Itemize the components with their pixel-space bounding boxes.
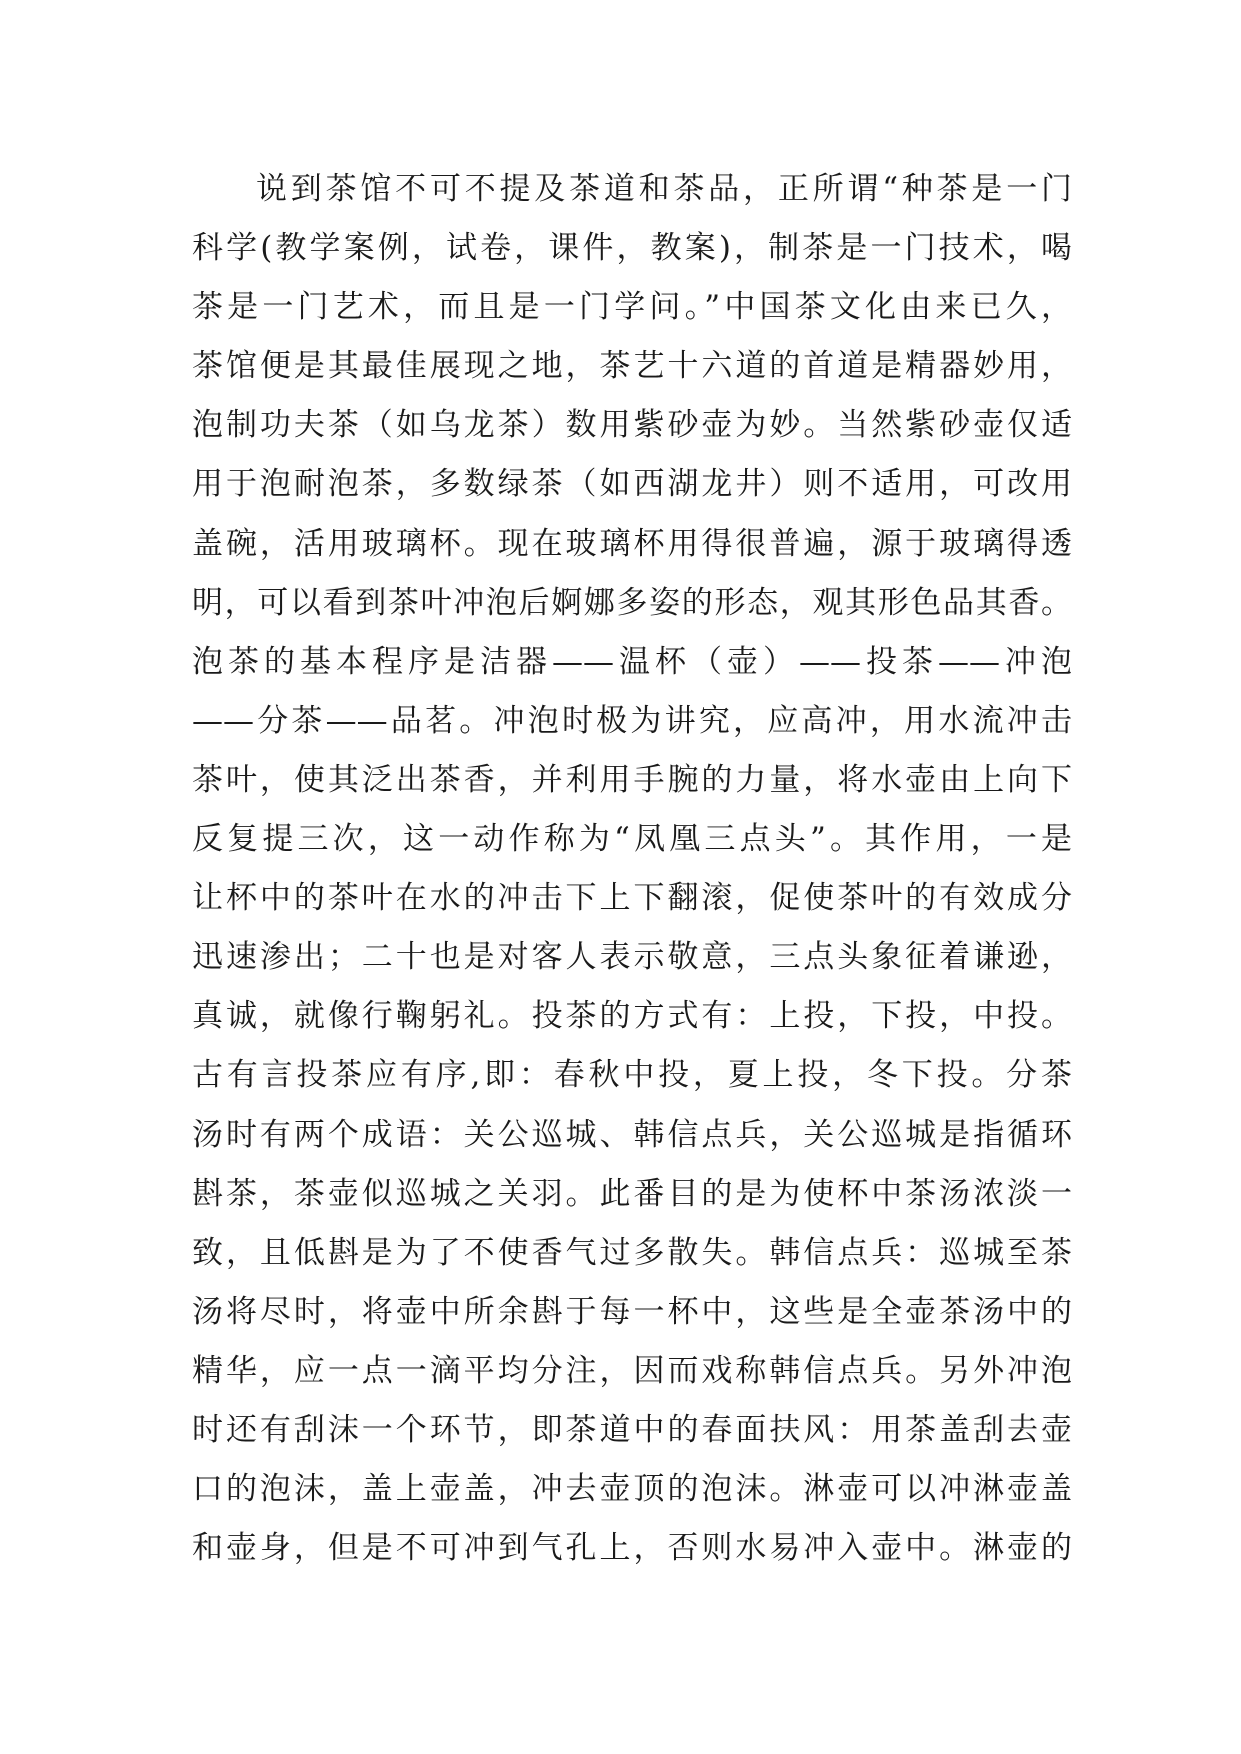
text-line: 让杯中的茶叶在水的冲击下上下翻滚，促使茶叶的有效成分 <box>192 880 1072 917</box>
text-line: 斟茶，茶壶似巡城之关羽。此番目的是为使杯中茶汤浓淡一 <box>192 1175 1072 1212</box>
text-line: 汤时有两个成语：关公巡城、韩信点兵，关公巡城是指循环 <box>192 1116 1072 1153</box>
text-line: 盖碗，活用玻璃杯。现在玻璃杯用得很普遍，源于玻璃得透 <box>192 525 1072 562</box>
text-line: 说到茶馆不可不提及茶道和茶品，正所谓“种茶是一门 <box>256 171 1072 207</box>
text-line: 泡茶的基本程序是洁器——温杯（壶）——投茶——冲泡 <box>192 643 1072 680</box>
body-text <box>192 160 1072 1578</box>
text-line: 茶馆便是其最佳展现之地，茶艺十六道的首道是精器妙用， <box>192 348 1072 385</box>
text-line: 泡制功夫茶（如乌龙茶）数用紫砂壶为妙。当然紫砂壶仅适 <box>192 407 1072 444</box>
text-line: 反复提三次，这一动作称为“凤凰三点头”。其作用，一是 <box>192 821 1072 858</box>
text-line: 精华，应一点一滴平均分注，因而戏称韩信点兵。另外冲泡 <box>192 1352 1072 1389</box>
text-line: 茶是一门艺术，而且是一门学问。”中国茶文化由来已久， <box>192 289 1072 326</box>
text-line: 致，且低斟是为了不使香气过多散失。韩信点兵：巡城至茶 <box>192 1234 1072 1271</box>
text-line: 茶叶，使其泛出茶香，并利用手腕的力量，将水壶由上向下 <box>192 761 1072 798</box>
text-line: 用于泡耐泡茶，多数绿茶（如西湖龙井）则不适用，可改用 <box>192 466 1072 503</box>
text-line: 古有言投茶应有序,即：春秋中投，夏上投，冬下投。分茶 <box>192 1057 1072 1094</box>
text-line: 真诚，就像行鞠躬礼。投茶的方式有：上投，下投，中投。 <box>192 998 1072 1035</box>
text-line: 汤将尽时，将壶中所余斟于每一杯中，这些是全壶茶汤中的 <box>192 1293 1072 1330</box>
text-line: 和壶身，但是不可冲到气孔上，否则水易冲入壶中。淋壶的 <box>192 1530 1072 1567</box>
text-line: ——分茶——品茗。冲泡时极为讲究，应高冲，用水流冲击 <box>192 702 1072 739</box>
text-line: 科学(教学案例，试卷，课件，教案)，制茶是一门技术，喝 <box>192 230 1072 267</box>
text-line: 时还有刮沫一个环节，即茶道中的春面扶风：用茶盖刮去壶 <box>192 1411 1072 1448</box>
text-line: 口的泡沫，盖上壶盖，冲去壶顶的泡沫。淋壶可以冲淋壶盖 <box>192 1471 1072 1508</box>
text-line: 迅速渗出；二十也是对客人表示敬意，三点头象征着谦逊， <box>192 939 1072 976</box>
text-line: 明，可以看到茶叶冲泡后婀娜多姿的形态，观其形色品其香。 <box>192 584 1072 621</box>
